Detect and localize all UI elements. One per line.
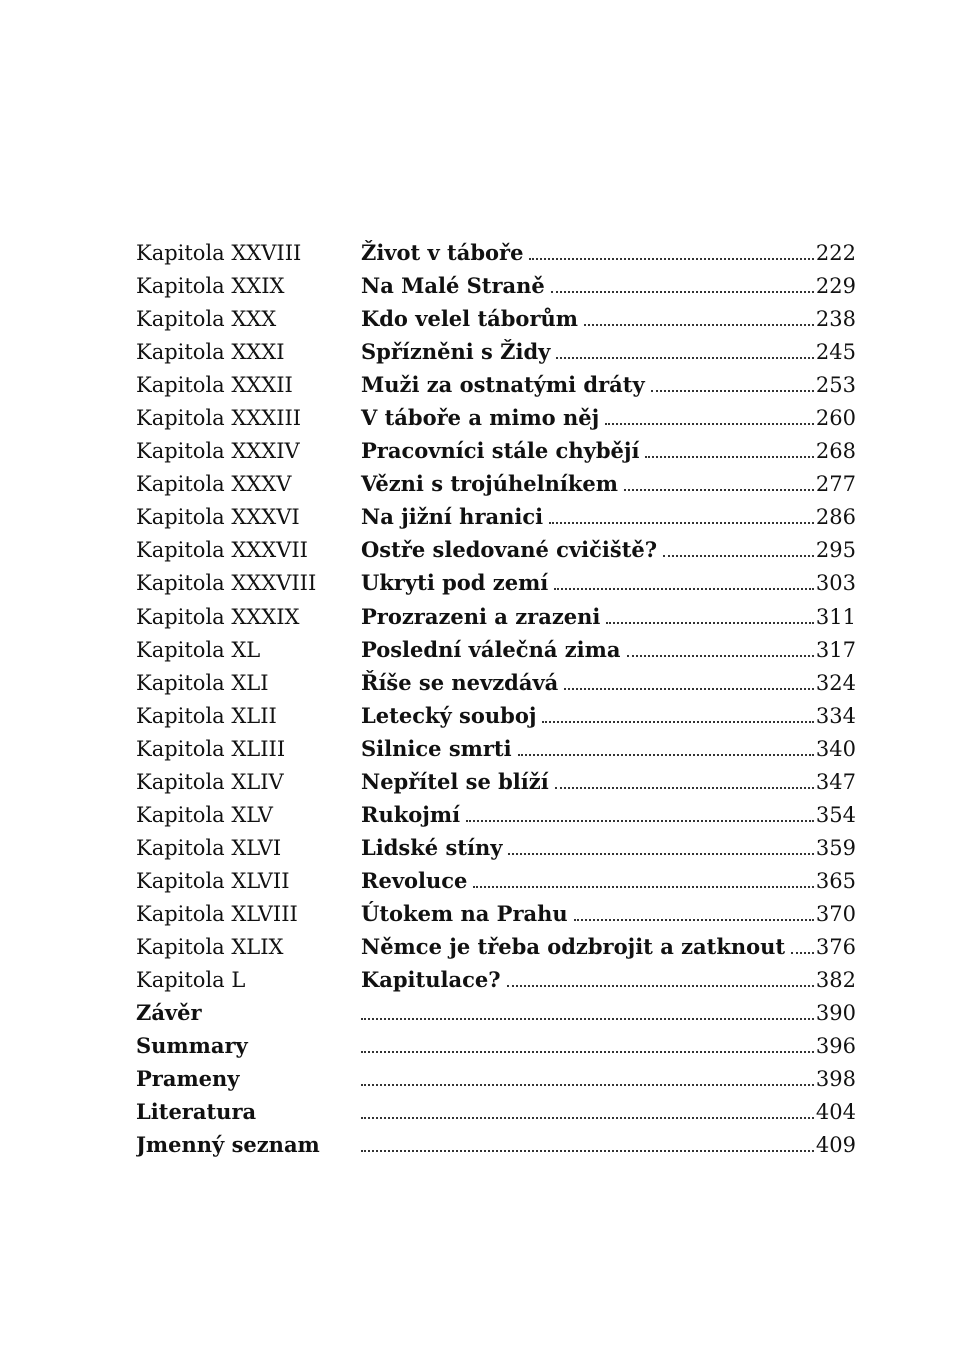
toc-entry-title-wrap [361,434,814,467]
toc-entry-title: Silnice smrti [361,735,512,761]
toc-entry [136,633,856,666]
dot-leader [651,390,814,392]
toc-entry-title-wrap [361,269,814,302]
toc-entry-title-wrap [361,1018,814,1026]
dot-leader [564,688,814,690]
toc-entry-title: Říše se nevzdává [361,669,559,695]
toc-entry-label: Kapitola XLV [136,802,273,827]
dot-leader [549,522,814,524]
toc-entry-page-number: 409 [815,1133,856,1158]
toc-entry-page-number: 396 [815,1034,856,1059]
toc-entry [136,401,856,434]
dot-leader [529,258,813,260]
toc-entry-title-wrap [361,533,814,566]
toc-entry-label: Summary [136,1033,248,1059]
toc-entry-page-number: 311 [815,604,856,629]
dot-leader [606,622,814,624]
toc-entry-title-wrap [361,1051,814,1059]
dot-leader [361,1117,814,1119]
toc-entry-title-wrap [361,798,814,831]
toc-entry-title: Revoluce [361,867,468,893]
toc-entry-title-wrap [361,600,814,633]
dot-leader [627,655,814,657]
dot-leader [663,555,814,557]
toc-entry-title-wrap [361,500,814,533]
toc-entry-page-number: 370 [815,901,856,926]
toc-entry [136,368,856,401]
toc-entry [136,1095,856,1128]
toc-entry-title: Spřízněni s Židy [361,339,551,365]
toc-entry [136,1029,856,1062]
toc-entry-title-wrap [361,1084,814,1092]
toc-entry-title: V táboře a mimo něj [361,405,600,431]
dot-leader [556,357,814,359]
toc-entry-label: Kapitola XXXIV [136,439,300,464]
toc-entry-title: Letecký souboj [361,702,537,728]
toc-entry-label: Kapitola XLII [136,703,277,728]
toc-entry-label: Kapitola XL [136,637,261,662]
toc-entry [136,302,856,335]
toc-entry [136,1128,856,1161]
toc-entry-title: Kdo velel táborům [361,306,578,332]
toc-entry-label: Kapitola XXXVII [136,538,308,563]
toc-entry-label: Kapitola XXXII [136,373,293,398]
toc-entry-label: Kapitola XXXIII [136,406,302,431]
toc-entry-title-wrap [361,963,814,996]
toc-entry-label: Kapitola XLVII [136,868,290,893]
toc-entry-title: Lidské stíny [361,834,503,860]
toc-entry [136,533,856,566]
toc-entry [136,236,856,269]
dot-leader [554,588,814,590]
dot-leader [551,291,814,293]
toc-entry-title: Ostře sledované cvičiště? [361,537,658,563]
toc-entry-title-wrap [361,368,814,401]
toc-entry-label: Kapitola XXIX [136,274,285,299]
toc-entry-title: Kapitulace? [361,967,501,993]
toc-entry [136,566,856,599]
toc-entry-page-number: 222 [815,241,856,265]
toc-entry-title-wrap [361,633,814,666]
toc-entry-page-number: 404 [815,1100,856,1125]
toc-entry-label: Kapitola XLIII [136,736,286,761]
toc-entry-page-number: 238 [815,307,856,332]
toc-entry-title-wrap [361,467,814,500]
toc-entry-title: Útokem na Prahu [361,900,568,926]
toc-entry-label: Kapitola L [136,968,246,993]
toc-entry [136,996,856,1029]
toc-entry-title: Poslední válečná zima [361,636,621,662]
toc-entry-label: Kapitola XLI [136,670,269,695]
toc-entry [136,699,856,732]
toc-entry-page-number: 354 [815,802,856,827]
toc-entry-title: Ukryti pod zemí [361,570,549,596]
toc-entry-label: Prameny [136,1066,240,1092]
toc-entry-label: Kapitola XXXVI [136,505,300,530]
toc-entry [136,269,856,302]
toc-entry-title-wrap [361,566,814,599]
toc-entry-title: Němce je třeba odzbrojit a zatknout [361,933,786,959]
toc-entry-title-wrap [361,335,814,368]
dot-leader [624,489,814,491]
toc-entry-page-number: 229 [815,274,856,299]
toc-entry-title-wrap [361,732,814,765]
toc-entry-label: Kapitola XLVI [136,835,282,860]
dot-leader [361,1051,814,1053]
toc-entry-label: Kapitola XXXIX [136,604,300,629]
toc-entry [136,666,856,699]
toc-entry-title: Pracovníci stále chybějí [361,438,640,464]
toc-entry-title-wrap [361,1150,814,1158]
dot-leader [574,919,814,921]
toc-entry-page-number: 324 [815,670,856,695]
toc-entry-page-number: 365 [815,868,856,893]
dot-leader [584,324,814,326]
toc-entry-page-number: 376 [815,934,856,959]
toc-entry-title-wrap [361,666,814,699]
dot-leader [361,1018,814,1020]
toc-entry-page-number: 390 [815,1001,856,1026]
toc-entry-page-number: 295 [815,538,856,563]
toc-entry-title: Na jižní hranici [361,504,544,530]
toc-entry [136,1062,856,1095]
toc-entry-page-number: 317 [815,637,856,662]
toc-entry [136,500,856,533]
toc-entry-title-wrap [361,236,814,269]
toc-entry [136,897,856,930]
toc-entry-page-number: 286 [815,505,856,530]
toc-entry-label: Kapitola XXVIII [136,241,302,265]
toc-entry-page-number: 260 [815,406,856,431]
toc-entry-title-wrap [361,302,814,335]
toc-entry-title: Vězni s trojúhelníkem [361,471,618,497]
toc-entry-page-number: 277 [815,472,856,497]
toc-entry-title: Rukojmí [361,801,461,827]
toc-entry-title-wrap [361,699,814,732]
dot-leader [518,754,814,756]
dot-leader [361,1150,814,1152]
toc-entry [136,732,856,765]
toc-entry-label: Kapitola XXXV [136,472,292,497]
toc-entry-page-number: 340 [815,736,856,761]
dot-leader [791,952,814,954]
dot-leader [508,853,813,855]
toc-entry [136,864,856,897]
dot-leader [645,456,813,458]
dot-leader [605,423,814,425]
toc-entry [136,798,856,831]
toc-entry-title-wrap [361,930,814,963]
toc-entry [136,467,856,500]
toc-entry-label: Kapitola XLIV [136,769,284,794]
toc-entry [136,434,856,467]
toc-entry-page-number: 382 [815,968,856,993]
toc-entry-page-number: 347 [815,769,856,794]
toc-entry-label: Kapitola XLIX [136,934,284,959]
toc-entry-title-wrap [361,401,814,434]
toc-entry-title: Muži za ostnatými dráty [361,372,645,398]
toc-entry-page-number: 253 [815,373,856,398]
toc-entry [136,765,856,798]
toc-entry-title-wrap [361,765,814,798]
toc-entry-page-number: 334 [815,703,856,728]
dot-leader [542,721,813,723]
dot-leader [473,886,813,888]
toc-entry-title: Život v táboře [361,240,524,265]
toc-entry-page-number: 245 [815,340,856,365]
toc-entry [136,335,856,368]
toc-entry [136,600,856,633]
toc-entry-page-number: 359 [815,835,856,860]
toc-entry [136,831,856,864]
toc-entry-page-number: 303 [815,571,856,596]
toc-entry [136,963,856,996]
toc-entry-title: Na Malé Straně [361,273,545,299]
dot-leader [555,787,814,789]
toc-entry-label: Jmenný seznam [136,1132,320,1158]
dot-leader [361,1084,814,1086]
toc-entry-title-wrap [361,1117,814,1125]
table-of-contents [136,236,856,1161]
toc-entry-title-wrap [361,864,814,897]
toc-entry-page-number: 268 [815,439,856,464]
toc-entry-title: Nepřítel se blíží [361,768,549,794]
toc-entry-label: Závěr [136,1000,202,1026]
toc-entry-label: Kapitola XXXI [136,340,285,365]
toc-entry-title: Prozrazeni a zrazeni [361,603,601,629]
toc-entry-title-wrap [361,831,814,864]
toc-entry-page-number: 398 [815,1067,856,1092]
toc-entry-label: Kapitola XLVIII [136,901,298,926]
toc-entry-label: Literatura [136,1099,257,1125]
toc-entry-label: Kapitola XXX [136,307,277,332]
dot-leader [507,985,814,987]
toc-entry-title-wrap [361,897,814,930]
dot-leader [466,820,814,822]
toc-entry-label: Kapitola XXXVIII [136,571,317,596]
toc-entry [136,930,856,963]
